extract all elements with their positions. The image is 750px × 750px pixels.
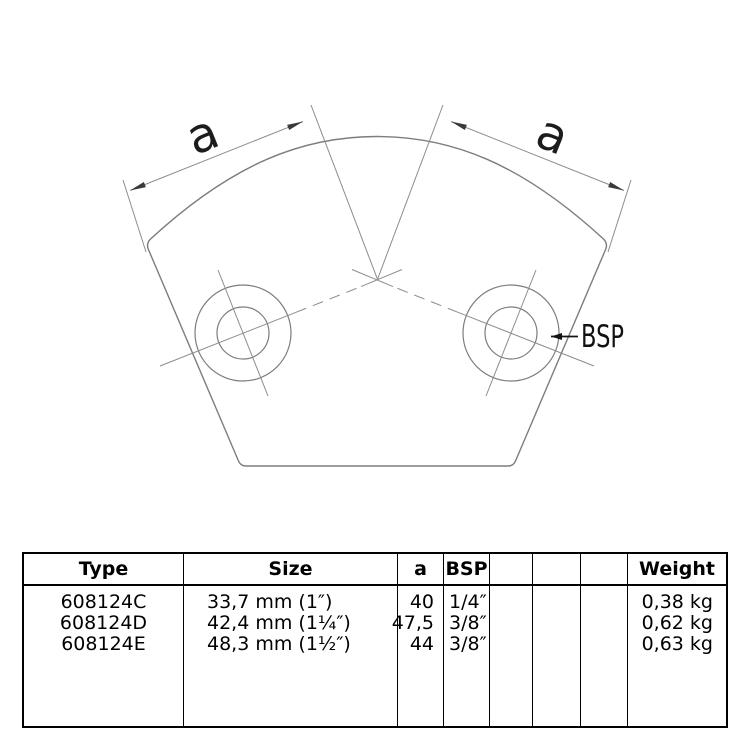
cell-a: 47,5: [397, 612, 443, 633]
cell-weight: 0,62 kg: [627, 612, 726, 633]
cell-size: 33,7 mm (1″): [183, 591, 397, 612]
cell-size: 42,4 mm (1¼″): [183, 612, 397, 633]
cell-a: 44: [397, 633, 443, 654]
centerline-right-axis-outer: [458, 312, 594, 366]
centerline-left-axis-outer: [160, 312, 296, 366]
header-empty-1: [489, 554, 532, 586]
centerline-left-axis-dashed: [296, 287, 361, 313]
filler-cell: [183, 654, 397, 726]
cell-size: 48,3 mm (1½″): [183, 633, 397, 654]
centerline-right-axis-apex: [352, 270, 393, 287]
cell-type: 608124D: [59, 611, 148, 634]
header-type: Type: [24, 554, 183, 586]
cell-weight: 0,38 kg: [627, 591, 726, 612]
cell-empty: [489, 612, 532, 633]
bsp-label: BSP: [581, 319, 624, 355]
extension-line-outer-left: [123, 180, 146, 252]
spec-table: [22, 552, 728, 728]
extension-line-apex-left: [311, 105, 378, 279]
cell-empty: [580, 633, 627, 654]
header-a: a: [397, 554, 443, 586]
filler-cell: [443, 654, 489, 726]
cell-weight: 0,63 kg: [627, 633, 726, 654]
header-size: Size: [183, 554, 397, 586]
centerline-left-axis-apex: [361, 270, 402, 287]
part-outline: [148, 137, 607, 467]
cell-empty: [489, 633, 532, 654]
filler-cell: [489, 654, 532, 726]
cell-empty: [532, 612, 580, 633]
filler-cell: [532, 654, 580, 726]
cell-empty: [532, 591, 580, 612]
header-weight: Weight: [627, 554, 726, 586]
filler-cell: [627, 654, 726, 726]
cell-bsp: 3/8″: [443, 633, 489, 654]
cell-empty: [580, 612, 627, 633]
dimension-label-a-right: a: [528, 103, 577, 167]
cell-type: 608124C: [60, 590, 147, 613]
header-bsp: BSP: [443, 554, 489, 586]
extension-line-outer-right: [608, 180, 631, 252]
extension-line-apex-right: [378, 105, 444, 279]
filler-cell: [580, 654, 627, 726]
centerline-right-axis-dashed: [393, 287, 458, 313]
cell-bsp: 1/4″: [443, 591, 489, 612]
filler-cell: [397, 654, 443, 726]
header-empty-3: [580, 554, 627, 586]
cell-empty: [532, 633, 580, 654]
cell-a: 40: [397, 591, 443, 612]
cell-type: 608124E: [61, 632, 146, 655]
dimension-label-a-left: a: [178, 103, 227, 167]
cell-bsp: 3/8″: [443, 612, 489, 633]
cell-empty: [580, 591, 627, 612]
filler-cell: [24, 654, 183, 726]
header-empty-2: [532, 554, 580, 586]
cell-empty: [489, 591, 532, 612]
